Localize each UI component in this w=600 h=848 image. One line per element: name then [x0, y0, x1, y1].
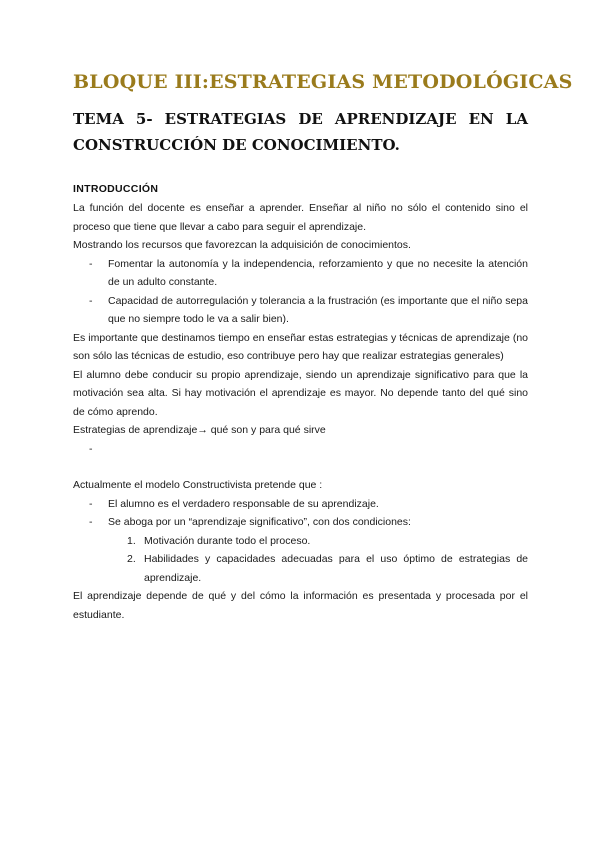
intro-paragraph-1: La función del docente es enseñar a aprender. Enseñar al niño no sólo el contenido sino el proceso que tiene que llevar a cabo para seguir el aprendizaje.	[73, 202, 528, 233]
list-text: Motivación durante todo el proceso.	[144, 534, 311, 547]
list-item: - Capacidad de autorregulación y tolerancia a la frustración (es importante que el niño sepa que no siempre todo le va a salir bien).	[89, 292, 528, 329]
list-item	[127, 532, 528, 551]
tema-title: TEMA 5- ESTRATEGIAS DE APRENDIZAJE EN LA CONSTRUCCIÓN DE CONOCIMIENTO.	[73, 110, 528, 154]
intro-heading: INTRODUCCIÓN	[73, 183, 159, 195]
intro-paragraph-3: Es importante que destinamos tiempo en enseñar estas estrategias y técnicas de aprendizaje (no son sólo las técnicas de estudio, eso contribuye pero hay que realizar estrategias generales)	[73, 331, 528, 362]
list-item	[89, 440, 528, 459]
constructivist-paragraph-2: El aprendizaje depende de qué y del cómo la información es presentada y procesada por el estudiante.	[73, 590, 528, 621]
list-item	[127, 550, 528, 587]
intro-bullet-list	[73, 255, 528, 329]
list-item: - El alumno es el verdadero responsable de su aprendizaje.	[89, 495, 528, 514]
constructivist-paragraph-1: Actualmente el modelo Constructivista pretende que :	[73, 479, 323, 491]
conditions-list	[73, 532, 528, 588]
constructivist-bullet-list	[73, 495, 528, 532]
page-content	[73, 68, 573, 624]
intro-paragraph-5: Estrategias de aprendizaje→ qué son y para qué sirve	[73, 424, 326, 436]
list-item: - Fomentar la autonomía y la independencia, reforzamiento y que no necesite la atención de un adulto constante.	[89, 255, 528, 292]
empty-bullet-list	[73, 440, 528, 459]
block-title: BLOQUE III:ESTRATEGIAS METODOLÓGICAS	[73, 71, 573, 93]
intro-paragraph-2: Mostrando los recursos que favorezcan la adquisición de conocimientos.	[73, 239, 411, 251]
intro-paragraph-4: El alumno debe conducir su propio aprendizaje, siendo un aprendizaje significativo para que la motivación sea alta. Si hay motivación el aprendizaje es mayor. No depende tanto del qué sino de cómo aprendo.	[73, 368, 528, 418]
spacer	[73, 458, 528, 476]
list-number: 2.	[127, 553, 136, 565]
list-number: 1.	[127, 534, 136, 547]
list-text: Habilidades y capacidades adecuadas para el uso óptimo de estrategias de aprendizaje.	[144, 553, 528, 584]
list-item: - Se aboga por un “aprendizaje significativo”, con dos condiciones:	[89, 513, 528, 532]
